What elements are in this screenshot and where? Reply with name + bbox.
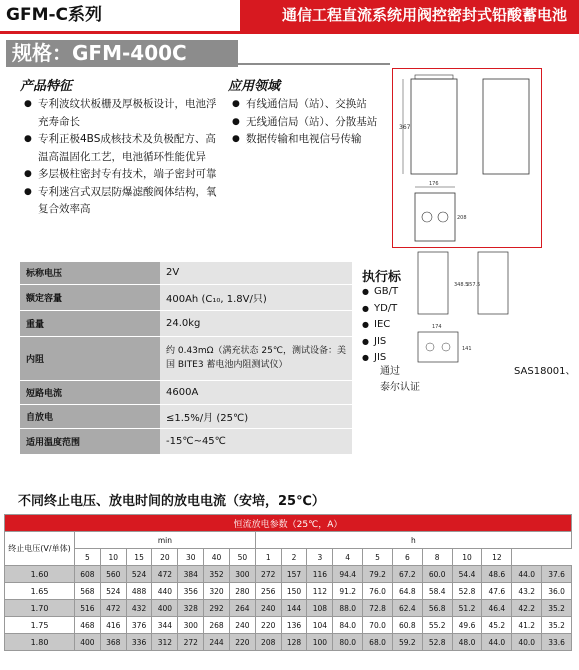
current-cell: 76.0 [363,583,393,600]
current-cell: 368 [100,634,126,651]
current-cell: 46.4 [482,600,512,617]
current-cell: 91.2 [333,583,363,600]
column-header: 4 [333,549,363,566]
column-header: 10 [100,549,126,566]
column-header: 8 [422,549,452,566]
spec-key: 适用温度范围 [20,428,160,454]
spec-key: 额定容量 [20,284,160,310]
spec-key: 标称电压 [20,262,160,284]
current-cell: 84.0 [333,617,363,634]
current-cell: 116 [307,566,333,583]
current-cell: 608 [75,566,101,583]
current-cell: 80.0 [333,634,363,651]
current-cell: 432 [126,600,152,617]
top-bar [0,0,579,34]
current-cell: 468 [75,617,101,634]
current-cell: 79.2 [363,566,393,583]
current-cell: 44.0 [512,566,542,583]
current-cell: 352 [204,566,230,583]
column-header: 5 [75,549,101,566]
current-cell: 42.2 [512,600,542,617]
column-header: 20 [152,549,178,566]
current-cell: 144 [281,600,307,617]
current-cell: 51.2 [452,600,482,617]
spec-value: ≤1.5%/月 (25℃) [160,404,352,428]
current-cell: 37.6 [542,566,572,583]
column-header: 5 [363,549,393,566]
current-cell: 560 [100,566,126,583]
current-cell: 220 [229,634,255,651]
discharge-table [4,514,572,651]
current-cell: 268 [204,617,230,634]
current-cell: 52.8 [452,583,482,600]
current-cell: 35.2 [542,600,572,617]
current-cell: 524 [100,583,126,600]
current-cell: 472 [100,600,126,617]
current-cell: 272 [255,566,281,583]
current-cell: 472 [152,566,178,583]
current-cell: 56.8 [422,600,452,617]
drawing-d2-label: 141 [462,346,472,352]
spec-value: -15℃~45℃ [160,428,352,454]
current-cell: 280 [229,583,255,600]
features-title: 产品特征 [20,79,73,94]
battery-drawing [392,68,542,248]
standards-note-tl: 泰尔认证 [380,382,420,393]
current-cell: 240 [229,617,255,634]
current-cell: 47.6 [482,583,512,600]
current-cell: 136 [281,617,307,634]
current-cell: 52.8 [422,634,452,651]
current-cell: 264 [229,600,255,617]
current-cell: 64.8 [392,583,422,600]
discharge-body [5,566,572,651]
current-cell: 384 [178,566,204,583]
current-cell: 112 [307,583,333,600]
features-list [24,96,224,219]
voltage-cell: 1.65 [5,583,75,600]
spec-value: 24.0kg [160,310,352,336]
voltage-cell: 1.60 [5,566,75,583]
battery-small-svg [410,246,520,366]
applications-list [232,96,382,149]
current-cell: 33.6 [542,634,572,651]
current-cell: 54.4 [452,566,482,583]
table-row [5,634,572,651]
spec-value: 400Ah (C₁₀, 1.8V/只) [160,284,352,310]
current-cell: 55.2 [422,617,452,634]
unit-min: min [75,532,256,549]
standards-title: 执行标 [362,270,402,285]
standards-list [362,284,412,367]
current-cell: 108 [307,600,333,617]
drawing-w2-label: 174 [432,324,442,330]
current-cell: 416 [100,617,126,634]
battery-outline-svg [393,69,543,249]
current-cell: 256 [255,583,281,600]
application-item: ● 数据传输和电视信号传输 [232,131,382,149]
column-header: 30 [178,549,204,566]
current-cell: 400 [75,634,101,651]
standard-item: ● JIS [362,350,412,367]
current-cell: 48.0 [452,634,482,651]
model-title: 规格：GFM-400C [6,40,238,67]
table-row [5,600,572,617]
standards-note: 通过 [380,366,400,377]
current-cell: 45.2 [482,617,512,634]
current-cell: 292 [204,600,230,617]
current-cell: 440 [152,583,178,600]
unit-h: h [255,532,571,549]
current-cell: 516 [75,600,101,617]
current-cell: 44.0 [482,634,512,651]
current-cell: 272 [178,634,204,651]
current-cell: 100 [307,634,333,651]
discharge-title: 不同终止电压、放电时间的放电电流（安培，25℃） [18,494,325,509]
current-cell: 59.2 [392,634,422,651]
current-cell: 128 [281,634,307,651]
current-cell: 60.8 [392,617,422,634]
current-cell: 62.4 [392,600,422,617]
feature-item: ● 专利正极4BS成核技术及负极配方、高温高温固化工艺，电池循环性能优异 [24,131,224,166]
spec-key: 内阻 [20,336,160,380]
standard-item: ● IEC [362,317,412,334]
standard-item: ● JIS [362,334,412,351]
drawing-width-label: 176 [429,181,439,187]
current-cell: 58.4 [422,583,452,600]
column-header: 3 [307,549,333,566]
table-row [5,566,572,583]
column-header: 10 [452,549,482,566]
standard-item: ● GB/T [362,284,412,301]
current-cell: 328 [178,600,204,617]
column-header: 40 [204,549,230,566]
current-cell: 320 [204,583,230,600]
spec-value: 2V [160,262,352,284]
column-header-row [5,549,572,566]
current-cell: 36.0 [542,583,572,600]
column-header: 6 [392,549,422,566]
spec-value: 4600A [160,380,352,404]
current-cell: 40.0 [512,634,542,651]
column-header: 1 [255,549,281,566]
series-label: GFM-C系列 [6,2,126,29]
current-cell: 94.4 [333,566,363,583]
voltage-cell: 1.70 [5,600,75,617]
spec-key: 自放电 [20,404,160,428]
discharge-caption: 恒流放电参数（25℃，A） [5,515,572,532]
current-cell: 312 [152,634,178,651]
header-title: 通信工程直流系统用阀控密封式铅酸蓄电池 [240,0,579,31]
current-cell: 524 [126,566,152,583]
applications-title: 应用领域 [228,79,281,94]
feature-item: ● 多层极柱密封专有技术，端子密封可靠 [24,166,224,184]
current-cell: 70.0 [363,617,393,634]
current-cell: 157 [281,566,307,583]
spec-value: 约 0.43mΩ（满充状态 25℃，测试设备：美国 BITE3 蓄电池内阻测试仪） [160,336,352,380]
standard-item: ● YD/T [362,301,412,318]
current-cell: 356 [178,583,204,600]
current-cell: 150 [281,583,307,600]
current-cell: 300 [229,566,255,583]
current-cell: 68.0 [363,634,393,651]
current-cell: 400 [152,600,178,617]
column-header: 15 [126,549,152,566]
current-cell: 48.6 [482,566,512,583]
column-header: 12 [482,549,512,566]
battery-drawing-small [410,246,520,366]
spec-key: 短路电流 [20,380,160,404]
column-header: 2 [281,549,307,566]
current-cell: 49.6 [452,617,482,634]
current-cell: 488 [126,583,152,600]
current-cell: 244 [204,634,230,651]
current-cell: 208 [255,634,281,651]
current-cell: 336 [126,634,152,651]
drawing-depth-label: 208 [457,215,467,221]
feature-item: ● 专利迷宫式双层防爆滤酸阀体结构，氧复合效率高 [24,184,224,219]
model-underline [238,63,390,65]
voltage-cell: 1.80 [5,634,75,651]
current-cell: 35.2 [542,617,572,634]
spec-table [20,262,352,455]
current-cell: 104 [307,617,333,634]
spec-key: 重量 [20,310,160,336]
application-item: ● 有线通信局（站）、交换站 [232,96,382,114]
current-cell: 60.0 [422,566,452,583]
current-cell: 67.2 [392,566,422,583]
current-cell: 300 [178,617,204,634]
current-cell: 376 [126,617,152,634]
voltage-cell: 1.75 [5,617,75,634]
table-row [5,617,572,634]
feature-item: ● 专利波纹状板栅及厚极板设计，电池浮充寿命长 [24,96,224,131]
table-row [5,583,572,600]
drawing-height-label: 367 [399,124,411,131]
current-cell: 568 [75,583,101,600]
current-cell: 344 [152,617,178,634]
standards-note-cert: SAS18001、 [514,366,576,377]
drawing-h2-label: 348.5 [454,282,469,288]
column-header: 50 [229,549,255,566]
current-cell: 72.8 [363,600,393,617]
current-cell: 43.2 [512,583,542,600]
current-cell: 220 [255,617,281,634]
application-item: ● 无线通信局（站）、分散基站 [232,114,382,132]
row-header: 终止电压(V/单体) [5,532,75,566]
current-cell: 41.2 [512,617,542,634]
drawing-h3-label: 357.5 [466,282,481,288]
current-cell: 88.0 [333,600,363,617]
current-cell: 240 [255,600,281,617]
